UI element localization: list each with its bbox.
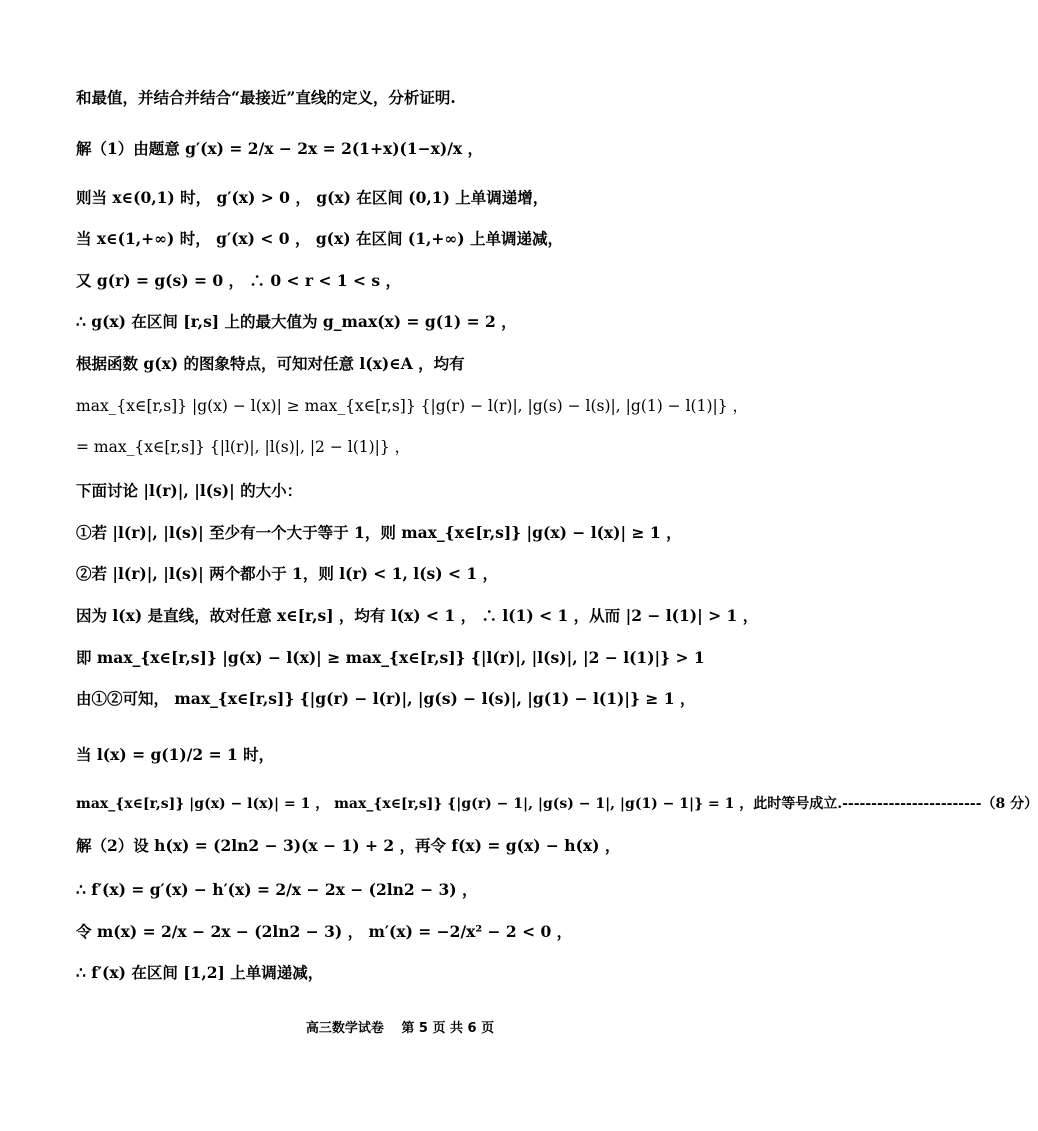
text-line: ∴ f′(x) = g′(x) − h′(x) = 2/x − 2x − (2ln2 − 3) ，: [76, 880, 478, 899]
text-line: 即 max_{x∈[r,s]} |g(x) − l(x)| ≥ max_{x∈[r,s]} {|l(r)|, |l(s)|, |2 − l(1)|} > 1: [76, 648, 705, 667]
text-line: ∴ f′(x) 在区间 [1,2] 上单调递减，: [76, 963, 324, 982]
text-line: 因为 l(x) 是直线，故对任意 x∈[r,s] ，均有 l(x) < 1 ， ∴ l(1) < 1 ，从而 |2 − l(1)| > 1 ，: [76, 606, 759, 625]
text-line: 当 l(x) = g(1)/2 = 1 时，: [76, 745, 275, 764]
case-1: ①若 |l(r)|, |l(s)| 至少有一个大于等于 1，则 max_{x∈[r,s]} |g(x) − l(x)| ≥ 1 ，: [76, 523, 682, 542]
math-line: max_{x∈[r,s]} |g(x) − l(x)| ≥ max_{x∈[r,s]} {|g(r) − l(r)|, |g(s) − l(s)|, |g(1) − l(1)|} ，: [76, 397, 749, 415]
equality-line: max_{x∈[r,s]} |g(x) − l(x)| = 1 ， max_{x∈[r,s]} {|g(r) − 1|, |g(s) − 1|, |g(1) − 1|} = 1 ，此时等号成立.------------------------（8 分）: [76, 796, 1038, 812]
text-line: ∴ g(x) 在区间 [r,s] 上的最大值为 g_max(x) = g(1) = 2 ，: [76, 312, 517, 331]
text-line: 令 m(x) = 2/x − 2x − (2ln2 − 3) ， m′(x) = −2/x² − 2 < 0 ，: [76, 922, 573, 941]
text-line: 当 x∈(1,+∞) 时， g′(x) < 0 ， g(x) 在区间 (1,+∞) 上单调递减，: [76, 229, 564, 248]
page-footer: 高三数学试卷 第 5 页 共 6 页: [305, 1021, 495, 1036]
text-line: 和最值，并结合并结合“最接近”直线的定义，分析证明.: [76, 88, 456, 107]
solution-2-intro: 解（2）设 h(x) = (2ln2 − 3)(x − 1) + 2 ，再令 f(x) = g(x) − h(x) ，: [76, 836, 621, 855]
text-line: 又 g(r) = g(s) = 0 ， ∴ 0 < r < 1 < s ，: [76, 271, 402, 290]
case-2: ②若 |l(r)|, |l(s)| 两个都小于 1，则 l(r) < 1, l(s) < 1 ，: [76, 564, 499, 583]
text-line: 根据函数 g(x) 的图象特点，可知对任意 l(x)∈A ，均有: [76, 354, 465, 373]
text-line: 则当 x∈(0,1) 时， g′(x) > 0 ， g(x) 在区间 (0,1) 上单调递增，: [76, 188, 549, 207]
math-line: = max_{x∈[r,s]} {|l(r)|, |l(s)|, |2 − l(1)|} ，: [76, 438, 411, 456]
text-line: 由①②可知， max_{x∈[r,s]} {|g(r) − l(r)|, |g(s) − l(s)|, |g(1) − l(1)|} ≥ 1 ，: [76, 689, 696, 708]
solution-1-derivative: 解（1）由题意 g′(x) = 2/x − 2x = 2(1+x)(1−x)/x ，: [76, 139, 484, 158]
text-line: 下面讨论 |l(r)|, |l(s)| 的大小：: [76, 481, 303, 500]
